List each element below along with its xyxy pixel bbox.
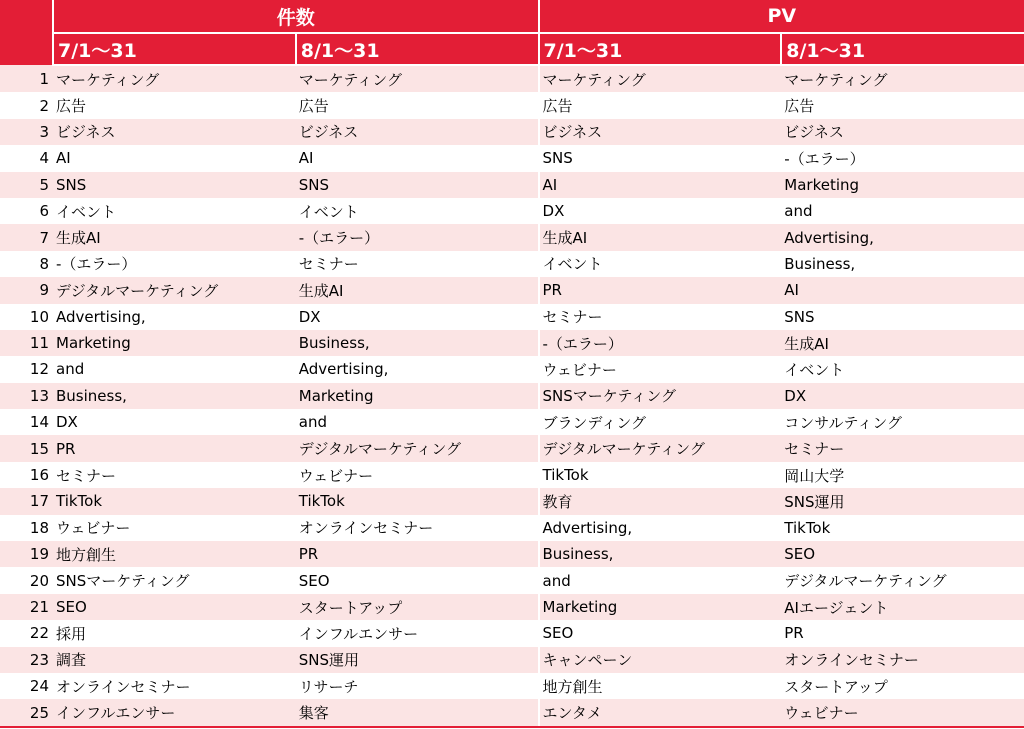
keyword-cell-pv-jul: SNS [539,145,782,171]
keyword-cell-pv-aug: イベント [781,356,1024,382]
keyword-cell-count-jul: SEO [53,594,296,620]
keyword-cell-pv-aug: ビジネス [781,119,1024,145]
keyword-cell-count-aug: 生成AI [296,277,539,303]
keyword-cell-pv-aug: SNS運用 [781,488,1024,514]
rank-number: 14 [0,409,53,435]
rank-number: 10 [0,304,53,330]
keyword-cell-count-jul: ビジネス [53,119,296,145]
keyword-cell-pv-jul: 地方創生 [539,673,782,699]
keyword-cell-count-jul: AI [53,145,296,171]
keyword-cell-count-aug: イベント [296,198,539,224]
keyword-cell-count-aug: 集客 [296,699,539,726]
table-row [0,409,1024,435]
keyword-cell-pv-jul: -（エラー） [539,330,782,356]
keyword-cell-count-aug: and [296,409,539,435]
rank-header-corner [0,0,53,65]
keyword-cell-pv-aug: DX [781,383,1024,409]
period-header-pv-jul: 7/1～31 [539,33,782,65]
rank-number: 11 [0,330,53,356]
keyword-cell-count-aug: PR [296,541,539,567]
table-row [0,304,1024,330]
table-row [0,356,1024,382]
rank-number: 12 [0,356,53,382]
keyword-cell-count-jul: 生成AI [53,224,296,250]
keyword-cell-pv-jul: ビジネス [539,119,782,145]
table-row [0,541,1024,567]
keyword-cell-count-aug: -（エラー） [296,224,539,250]
keyword-cell-pv-jul: 生成AI [539,224,782,250]
keyword-cell-count-aug: スタートアップ [296,594,539,620]
keyword-cell-pv-jul: AI [539,172,782,198]
keyword-cell-count-jul: イベント [53,198,296,224]
keyword-cell-count-jul: SNSマーケティング [53,567,296,593]
ranking-table-body [0,65,1024,727]
rank-number: 4 [0,145,53,171]
keyword-cell-count-aug: インフルエンサー [296,620,539,646]
keyword-cell-count-aug: Marketing [296,383,539,409]
keyword-cell-pv-jul: キャンペーン [539,647,782,673]
table-row [0,462,1024,488]
table-row [0,699,1024,726]
table-row [0,277,1024,303]
keyword-cell-pv-jul: 広告 [539,92,782,118]
keyword-cell-count-jul: TikTok [53,488,296,514]
keyword-cell-pv-aug: PR [781,620,1024,646]
keyword-cell-count-jul: Business, [53,383,296,409]
rank-number: 5 [0,172,53,198]
keyword-cell-count-jul: インフルエンサー [53,699,296,726]
keyword-cell-pv-aug: 生成AI [781,330,1024,356]
keyword-cell-pv-jul: SNSマーケティング [539,383,782,409]
table-row [0,620,1024,646]
keyword-cell-count-aug: TikTok [296,488,539,514]
keyword-cell-pv-aug: コンサルティング [781,409,1024,435]
rank-number: 2 [0,92,53,118]
keyword-cell-count-jul: Advertising, [53,304,296,330]
keyword-cell-pv-aug: and [781,198,1024,224]
keyword-cell-count-aug: セミナー [296,251,539,277]
keyword-cell-pv-jul: SEO [539,620,782,646]
rank-number: 20 [0,567,53,593]
period-header-count-aug: 8/1～31 [296,33,539,65]
keyword-cell-count-jul: マーケティング [53,65,296,92]
rank-number: 21 [0,594,53,620]
rank-number: 22 [0,620,53,646]
table-row [0,119,1024,145]
rank-number: 7 [0,224,53,250]
table-row [0,330,1024,356]
rank-number: 3 [0,119,53,145]
keyword-cell-pv-jul: Business, [539,541,782,567]
rank-number: 25 [0,699,53,726]
keyword-cell-pv-jul: マーケティング [539,65,782,92]
keyword-cell-pv-aug: Advertising, [781,224,1024,250]
keyword-cell-count-aug: 広告 [296,92,539,118]
keyword-cell-pv-jul: 教育 [539,488,782,514]
rank-number: 24 [0,673,53,699]
keyword-cell-count-aug: Advertising, [296,356,539,382]
keyword-cell-pv-aug: AI [781,277,1024,303]
keyword-cell-pv-aug: -（エラー） [781,145,1024,171]
keyword-cell-count-jul: SNS [53,172,296,198]
period-header-pv-aug: 8/1～31 [781,33,1024,65]
keyword-cell-pv-aug: デジタルマーケティング [781,567,1024,593]
table-row [0,594,1024,620]
rank-number: 9 [0,277,53,303]
keyword-cell-count-jul: 採用 [53,620,296,646]
keyword-cell-count-jul: ウェビナー [53,515,296,541]
group-header-row [0,0,1024,33]
rank-number: 6 [0,198,53,224]
keyword-cell-count-jul: セミナー [53,462,296,488]
keyword-cell-pv-aug: セミナー [781,435,1024,461]
keyword-cell-pv-jul: TikTok [539,462,782,488]
keyword-cell-pv-aug: AIエージェント [781,594,1024,620]
keyword-cell-pv-jul: DX [539,198,782,224]
keyword-cell-pv-aug: オンラインセミナー [781,647,1024,673]
table-row [0,673,1024,699]
keyword-cell-count-jul: DX [53,409,296,435]
keyword-cell-pv-jul: ブランディング [539,409,782,435]
table-row [0,251,1024,277]
keyword-cell-pv-jul: Marketing [539,594,782,620]
keyword-cell-count-jul: デジタルマーケティング [53,277,296,303]
keyword-cell-pv-jul: PR [539,277,782,303]
keyword-cell-pv-jul: Advertising, [539,515,782,541]
keyword-cell-pv-jul: イベント [539,251,782,277]
rank-number: 17 [0,488,53,514]
keyword-cell-count-jul: オンラインセミナー [53,673,296,699]
keyword-cell-pv-jul: ウェビナー [539,356,782,382]
keyword-cell-pv-jul: デジタルマーケティング [539,435,782,461]
table-row [0,172,1024,198]
keyword-cell-pv-aug: Business, [781,251,1024,277]
keyword-cell-count-aug: DX [296,304,539,330]
keyword-cell-pv-aug: マーケティング [781,65,1024,92]
keyword-cell-count-aug: ウェビナー [296,462,539,488]
keyword-cell-pv-aug: SEO [781,541,1024,567]
period-header-count-jul: 7/1～31 [53,33,296,65]
keyword-cell-count-aug: AI [296,145,539,171]
keyword-cell-pv-jul: セミナー [539,304,782,330]
group-header-pv: PV [539,0,1024,33]
table-row [0,515,1024,541]
rank-number: 18 [0,515,53,541]
keyword-cell-count-aug: デジタルマーケティング [296,435,539,461]
table-row [0,488,1024,514]
keyword-cell-pv-aug: Marketing [781,172,1024,198]
table-row [0,224,1024,250]
table-row [0,65,1024,92]
table-row [0,92,1024,118]
keyword-cell-pv-aug: TikTok [781,515,1024,541]
keyword-cell-count-jul: -（エラー） [53,251,296,277]
rank-number: 19 [0,541,53,567]
table-row [0,647,1024,673]
rank-number: 1 [0,65,53,92]
rank-number: 16 [0,462,53,488]
keyword-cell-count-jul: 広告 [53,92,296,118]
keyword-cell-count-jul: and [53,356,296,382]
table-row [0,383,1024,409]
keyword-cell-pv-aug: 岡山大学 [781,462,1024,488]
keyword-cell-count-jul: 地方創生 [53,541,296,567]
table-row [0,567,1024,593]
keyword-cell-pv-aug: ウェビナー [781,699,1024,726]
keyword-cell-count-aug: オンラインセミナー [296,515,539,541]
rank-number: 23 [0,647,53,673]
rank-number: 13 [0,383,53,409]
keyword-cell-pv-aug: SNS [781,304,1024,330]
keyword-cell-count-aug: リサーチ [296,673,539,699]
keyword-cell-count-aug: SEO [296,567,539,593]
rank-number: 8 [0,251,53,277]
keyword-cell-count-jul: PR [53,435,296,461]
table-row [0,145,1024,171]
keyword-cell-pv-aug: スタートアップ [781,673,1024,699]
keyword-cell-count-aug: SNS [296,172,539,198]
period-header-row [0,33,1024,65]
keyword-cell-count-jul: 調査 [53,647,296,673]
keyword-cell-count-aug: ビジネス [296,119,539,145]
table-row [0,198,1024,224]
keyword-cell-pv-jul: エンタメ [539,699,782,726]
table-row [0,435,1024,461]
keyword-cell-count-jul: Marketing [53,330,296,356]
keyword-cell-pv-aug: 広告 [781,92,1024,118]
group-header-count: 件数 [53,0,539,33]
keyword-cell-count-aug: Business, [296,330,539,356]
keyword-cell-count-aug: マーケティング [296,65,539,92]
keyword-cell-count-aug: SNS運用 [296,647,539,673]
keyword-cell-pv-jul: and [539,567,782,593]
rank-number: 15 [0,435,53,461]
